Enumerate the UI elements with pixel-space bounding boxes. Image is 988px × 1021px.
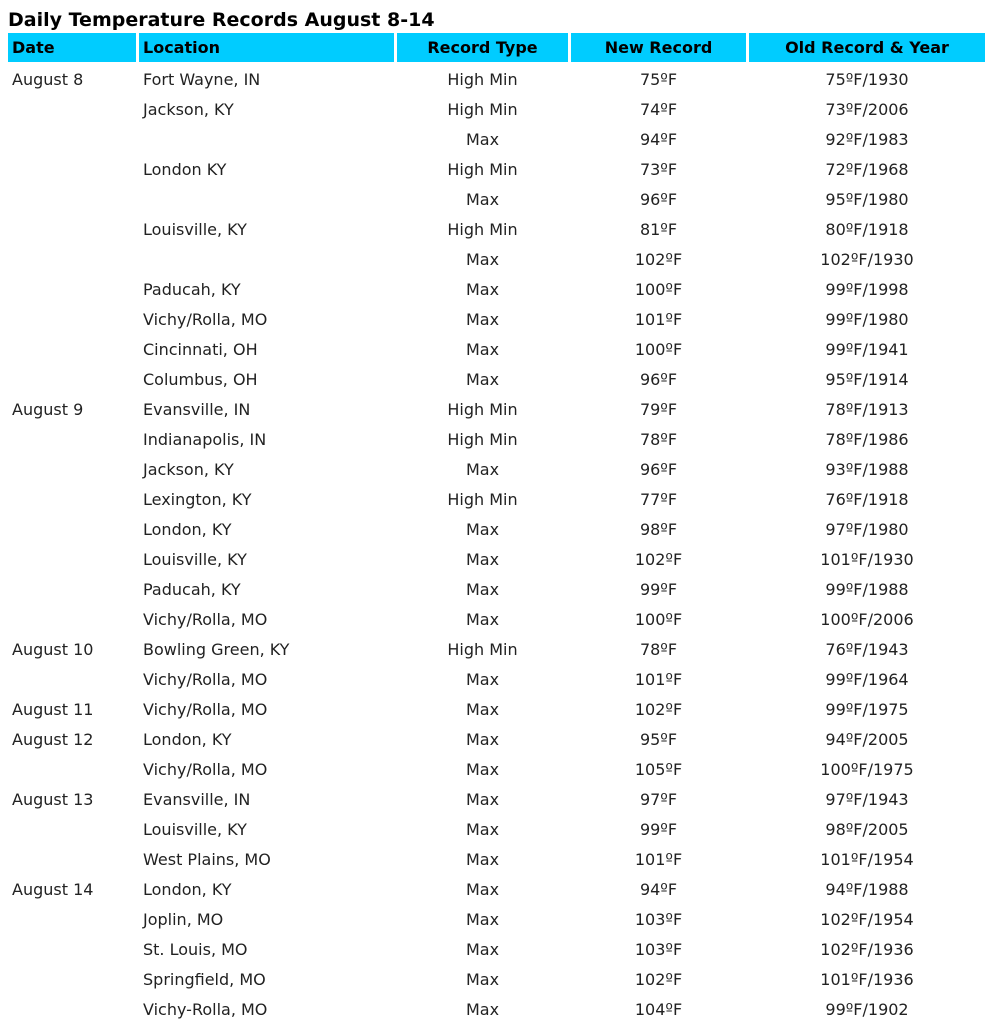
new-record-cell: 102ºF: [634, 699, 683, 719]
date-cell: [8, 994, 136, 1021]
location-cell: Paducah, KY: [143, 279, 241, 299]
date-cell: [8, 904, 136, 934]
record-type-cell: Max: [465, 609, 500, 629]
new-record-cell: 81ºF: [639, 219, 678, 239]
new-record-cell: 101ºF: [634, 849, 683, 869]
table-row: [8, 934, 985, 964]
table-row: [8, 574, 985, 604]
record-type-cell: Max: [465, 879, 500, 899]
location-cell: Paducah, KY: [143, 579, 241, 599]
location-cell: Vichy/Rolla, MO: [143, 699, 268, 719]
old-record-cell: 78ºF/1913: [825, 399, 909, 419]
old-record-cell: 95ºF/1980: [825, 189, 909, 209]
new-record-cell: 99ºF: [639, 579, 678, 599]
new-record-cell: 102ºF: [634, 549, 683, 569]
date-cell: [8, 964, 136, 994]
location-cell: Bowling Green, KY: [143, 639, 290, 659]
table-row: [8, 724, 985, 754]
record-type-cell: Max: [465, 549, 500, 569]
old-record-cell: 99ºF/1941: [825, 339, 909, 359]
record-type-cell: Max: [465, 129, 500, 149]
table-row: [8, 334, 985, 364]
old-record-cell: 99ºF/1980: [825, 309, 909, 329]
new-record-cell: 96ºF: [639, 459, 678, 479]
location-cell: Vichy/Rolla, MO: [143, 609, 268, 629]
old-record-cell: 93ºF/1988: [825, 459, 909, 479]
new-record-cell: 73ºF: [639, 159, 678, 179]
record-type-cell: Max: [465, 279, 500, 299]
old-record-cell: 73ºF/2006: [825, 99, 909, 119]
new-record-cell: 74ºF: [639, 99, 678, 119]
record-type-cell: Max: [465, 669, 500, 689]
old-record-cell: 99ºF/1902: [825, 999, 909, 1019]
location-cell: Evansville, IN: [143, 789, 251, 809]
page-title: Daily Temperature Records August 8-14: [8, 9, 435, 31]
table-row: [8, 64, 985, 94]
new-record-cell: 79ºF: [639, 399, 678, 419]
location-cell: Cincinnati, OH: [143, 339, 258, 359]
new-record-cell: 77ºF: [639, 489, 678, 509]
column-header-location: Location: [139, 33, 394, 64]
date-cell: [8, 604, 136, 634]
new-record-cell: 78ºF: [639, 429, 678, 449]
old-record-cell: 99ºF/1988: [825, 579, 909, 599]
date-cell: [8, 274, 136, 304]
date-cell: [8, 424, 136, 454]
old-record-cell: 76ºF/1918: [825, 489, 909, 509]
location-cell: London KY: [143, 159, 227, 179]
date-cell: [8, 934, 136, 964]
date-cell: [8, 364, 136, 394]
old-record-cell: 75ºF/1930: [825, 69, 909, 89]
location-cell: Vichy/Rolla, MO: [143, 309, 268, 329]
record-type-cell: Max: [465, 969, 500, 989]
new-record-cell: 103ºF: [634, 909, 683, 929]
old-record-cell: 94ºF/1988: [825, 879, 909, 899]
new-record-cell: 102ºF: [634, 969, 683, 989]
record-type-cell: Max: [465, 339, 500, 359]
new-record-cell: 99ºF: [639, 819, 678, 839]
old-record-cell: 100ºF/2006: [820, 609, 914, 629]
old-record-cell: 102ºF/1936: [820, 939, 914, 959]
table-row: [8, 664, 985, 694]
table-row: [8, 844, 985, 874]
new-record-cell: 95ºF: [639, 729, 678, 749]
column-header-old-record: Old Record & Year: [749, 33, 985, 64]
date-cell: August 14: [12, 879, 94, 899]
date-cell: August 12: [12, 729, 94, 749]
old-record-cell: 72ºF/1968: [825, 159, 909, 179]
date-cell: [8, 844, 136, 874]
record-type-cell: High Min: [447, 159, 518, 179]
date-cell: [8, 184, 136, 214]
record-type-cell: Max: [465, 309, 500, 329]
old-record-cell: 98ºF/2005: [825, 819, 909, 839]
new-record-cell: 94ºF: [639, 879, 678, 899]
date-cell: [8, 244, 136, 274]
date-cell: August 8: [12, 69, 84, 89]
new-record-cell: 78ºF: [639, 639, 678, 659]
table-row: [8, 124, 985, 154]
table-row: [8, 544, 985, 574]
location-cell: Evansville, IN: [143, 399, 251, 419]
record-type-cell: High Min: [447, 69, 518, 89]
table-header: [8, 33, 985, 64]
location-cell: Lexington, KY: [143, 489, 252, 509]
new-record-cell: 100ºF: [634, 279, 683, 299]
table-row: [8, 874, 985, 904]
new-record-cell: 101ºF: [634, 669, 683, 689]
location-cell: Vichy/Rolla, MO: [143, 669, 268, 689]
record-type-cell: Max: [465, 699, 500, 719]
table-row: [8, 214, 985, 244]
location-cell: Louisville, KY: [143, 819, 247, 839]
record-type-cell: High Min: [447, 489, 518, 509]
old-record-cell: 102ºF/1930: [820, 249, 914, 269]
date-cell: [8, 544, 136, 574]
table-row: [8, 604, 985, 634]
new-record-cell: 97ºF: [639, 789, 678, 809]
location-cell: Fort Wayne, IN: [143, 69, 261, 89]
table-row: [8, 304, 985, 334]
new-record-cell: 100ºF: [634, 609, 683, 629]
new-record-cell: 101ºF: [634, 309, 683, 329]
old-record-cell: 97ºF/1943: [825, 789, 909, 809]
date-cell: [8, 454, 136, 484]
location-cell: Louisville, KY: [143, 549, 247, 569]
old-record-cell: 99ºF/1975: [825, 699, 909, 719]
old-record-cell: 97ºF/1980: [825, 519, 909, 539]
old-record-cell: 78ºF/1986: [825, 429, 909, 449]
date-cell: [8, 754, 136, 784]
table-row: [8, 394, 985, 424]
record-type-cell: Max: [465, 789, 500, 809]
location-cell: Vichy-Rolla, MO: [143, 999, 268, 1019]
location-cell: [139, 184, 394, 214]
table-row: [8, 514, 985, 544]
location-cell: Indianapolis, IN: [143, 429, 267, 449]
record-type-cell: High Min: [447, 99, 518, 119]
new-record-cell: 104ºF: [634, 999, 683, 1019]
location-cell: Columbus, OH: [143, 369, 258, 389]
location-cell: Springfield, MO: [143, 969, 266, 989]
old-record-cell: 94ºF/2005: [825, 729, 909, 749]
location-cell: St. Louis, MO: [143, 939, 248, 959]
table-row: [8, 694, 985, 724]
record-type-cell: Max: [465, 729, 500, 749]
record-type-cell: High Min: [447, 429, 518, 449]
old-record-cell: 101ºF/1954: [820, 849, 914, 869]
date-cell: [8, 94, 136, 124]
old-record-cell: 101ºF/1936: [820, 969, 914, 989]
new-record-cell: 100ºF: [634, 339, 683, 359]
location-cell: [139, 244, 394, 274]
table-row: [8, 634, 985, 664]
table-row: [8, 184, 985, 214]
temperature-records-table: [5, 33, 988, 1021]
record-type-cell: Max: [465, 849, 500, 869]
date-cell: August 10: [12, 639, 94, 659]
new-record-cell: 94ºF: [639, 129, 678, 149]
date-cell: [8, 574, 136, 604]
record-type-cell: High Min: [447, 219, 518, 239]
record-type-cell: Max: [465, 999, 500, 1019]
table-body: [8, 64, 985, 1021]
table-row: [8, 94, 985, 124]
location-cell: [139, 124, 394, 154]
new-record-cell: 98ºF: [639, 519, 678, 539]
new-record-cell: 103ºF: [634, 939, 683, 959]
table-row: [8, 784, 985, 814]
new-record-cell: 105ºF: [634, 759, 683, 779]
table-row: [8, 274, 985, 304]
record-type-cell: Max: [465, 459, 500, 479]
record-type-cell: Max: [465, 249, 500, 269]
record-type-cell: Max: [465, 759, 500, 779]
record-type-cell: Max: [465, 909, 500, 929]
date-cell: [8, 214, 136, 244]
new-record-cell: 96ºF: [639, 369, 678, 389]
old-record-cell: 99ºF/1964: [825, 669, 909, 689]
header-row: [8, 33, 985, 64]
column-header-new-record: New Record: [571, 33, 746, 64]
date-cell: [8, 154, 136, 184]
old-record-cell: 95ºF/1914: [825, 369, 909, 389]
old-record-cell: 100ºF/1975: [820, 759, 914, 779]
location-cell: Joplin, MO: [143, 909, 224, 929]
table-row: [8, 154, 985, 184]
table-row: [8, 994, 985, 1021]
record-type-cell: Max: [465, 519, 500, 539]
location-cell: Jackson, KY: [143, 459, 234, 479]
table-row: [8, 904, 985, 934]
date-cell: [8, 304, 136, 334]
old-record-cell: 101ºF/1930: [820, 549, 914, 569]
date-cell: [8, 124, 136, 154]
column-header-date: Date: [8, 33, 136, 64]
location-cell: Vichy/Rolla, MO: [143, 759, 268, 779]
record-type-cell: Max: [465, 819, 500, 839]
old-record-cell: 102ºF/1954: [820, 909, 914, 929]
date-cell: August 11: [12, 699, 94, 719]
column-header-record-type: Record Type: [397, 33, 568, 64]
old-record-cell: 80ºF/1918: [825, 219, 909, 239]
record-type-cell: High Min: [447, 639, 518, 659]
old-record-cell: 92ºF/1983: [825, 129, 909, 149]
location-cell: Jackson, KY: [143, 99, 234, 119]
date-cell: August 13: [12, 789, 94, 809]
record-type-cell: Max: [465, 189, 500, 209]
date-cell: [8, 334, 136, 364]
old-record-cell: 76ºF/1943: [825, 639, 909, 659]
table-row: [8, 454, 985, 484]
table-row: [8, 424, 985, 454]
location-cell: Louisville, KY: [143, 219, 247, 239]
record-type-cell: Max: [465, 579, 500, 599]
record-type-cell: Max: [465, 369, 500, 389]
location-cell: West Plains, MO: [143, 849, 271, 869]
record-type-cell: High Min: [447, 399, 518, 419]
table-row: [8, 364, 985, 394]
new-record-cell: 96ºF: [639, 189, 678, 209]
table-row: [8, 964, 985, 994]
table-row: [8, 754, 985, 784]
date-cell: [8, 814, 136, 844]
location-cell: London, KY: [143, 519, 232, 539]
table-row: [8, 484, 985, 514]
date-cell: August 9: [12, 399, 84, 419]
new-record-cell: 75ºF: [639, 69, 678, 89]
table-row: [8, 814, 985, 844]
location-cell: London, KY: [143, 879, 232, 899]
date-cell: [8, 514, 136, 544]
table-row: [8, 244, 985, 274]
old-record-cell: 99ºF/1998: [825, 279, 909, 299]
location-cell: London, KY: [143, 729, 232, 749]
record-type-cell: Max: [465, 939, 500, 959]
date-cell: [8, 484, 136, 514]
date-cell: [8, 664, 136, 694]
new-record-cell: 102ºF: [634, 249, 683, 269]
